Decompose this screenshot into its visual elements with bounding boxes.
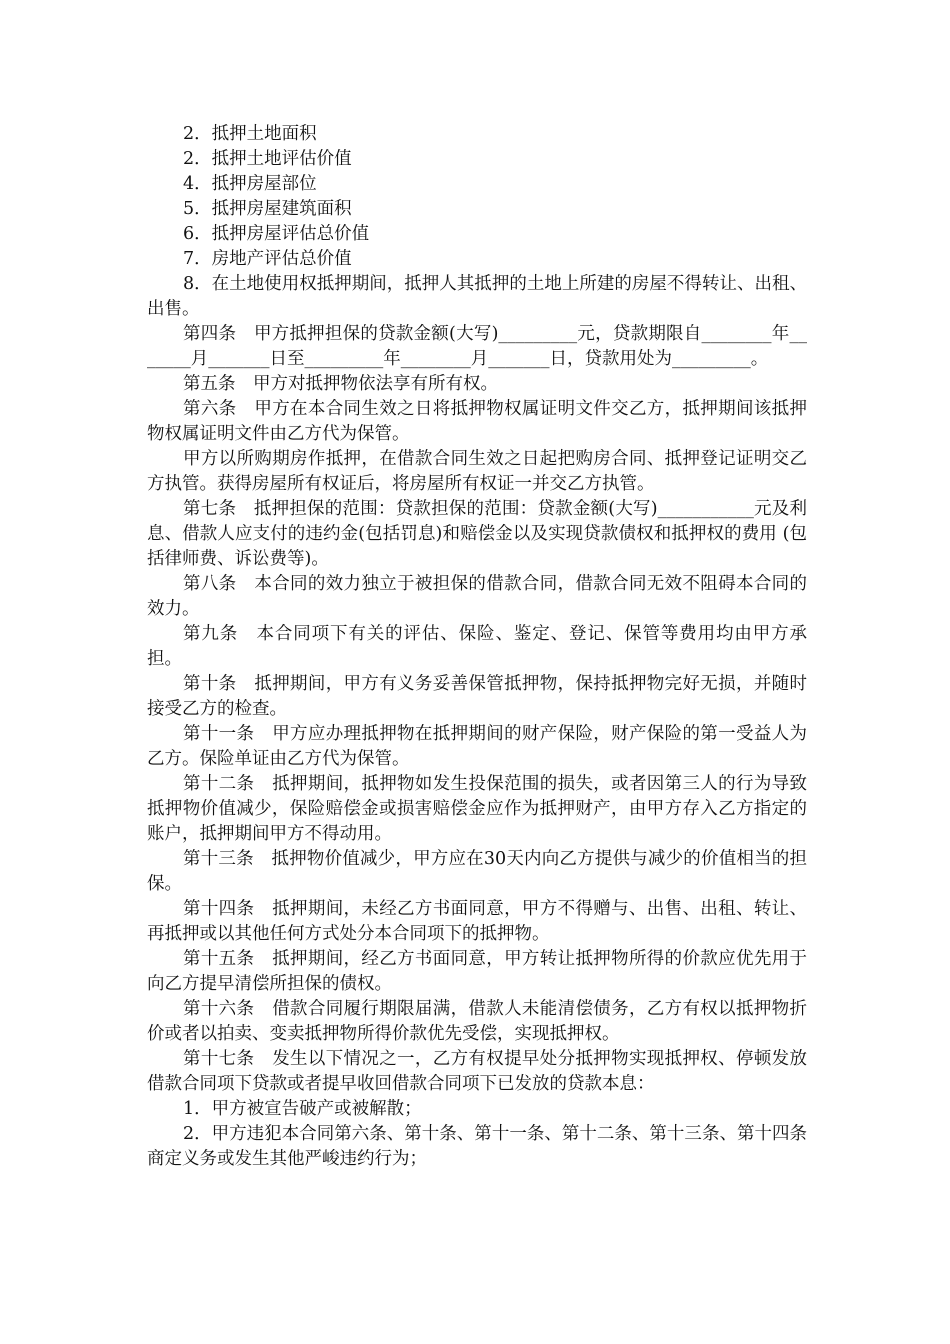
article-17-item-2: 2．甲方违犯本合同第六条、第十条、第十一条、第十二条、第十三条、第十四条商定义务或发生其他严峻违约行为； xyxy=(147,1124,807,1169)
article-7: 第七条 抵押担保的范围：贷款担保的范围：贷款金额(大写)___________元及利息、借款人应支付的违约金(包括罚息)和赔偿金以及实现贷款债权和抵押权的费用 (包括律师费、诉讼费等)。 xyxy=(147,499,807,569)
article-17-item-1: 1．甲方被宣告破产或被解散； xyxy=(183,1099,422,1119)
list-item-house-location: 4．抵押房屋部位 xyxy=(183,174,317,194)
list-item-land-area: 2．抵押土地面积 xyxy=(183,124,317,144)
list-item-estate-value: 7．房地产评估总价值 xyxy=(183,249,352,269)
article-11: 第十一条 甲方应办理抵押物在抵押期间的财产保险，财产保险的第一受益人为乙方。保险单证由乙方代为保管。 xyxy=(147,724,807,769)
article-5: 第五条 甲方对抵押物依法享有所有权。 xyxy=(183,374,498,394)
article-15: 第十五条 抵押期间，经乙方书面同意，甲方转让抵押物所得的价款应优先用于向乙方提早清偿所担保的债权。 xyxy=(147,949,807,994)
article-10: 第十条 抵押期间，甲方有义务妥善保管抵押物，保持抵押物完好无损，并随时接受乙方的检查。 xyxy=(147,674,807,719)
article-13: 第十三条 抵押物价值减少，甲方应在30天内向乙方提供与减少的价值相当的担保。 xyxy=(147,849,807,894)
article-16: 第十六条 借款合同履行期限届满，借款人未能清偿债务，乙方有权以抵押物折价或者以拍卖、变卖抵押物所得价款优先受偿，实现抵押权。 xyxy=(147,999,807,1044)
list-item-transfer-restriction: 8．在土地使用权抵押期间，抵押人其抵押的土地上所建的房屋不得转让、出租、出售。 xyxy=(147,274,807,319)
article-8: 第八条 本合同的效力独立于被担保的借款合同，借款合同无效不阻碍本合同的效力。 xyxy=(147,574,807,619)
article-14: 第十四条 抵押期间，未经乙方书面同意，甲方不得赠与、出售、出租、转让、再抵押或以其他任何方式处分本合同项下的抵押物。 xyxy=(147,899,807,944)
list-item-house-area: 5．抵押房屋建筑面积 xyxy=(183,199,352,219)
article-6-supplement: 甲方以所购期房作抵押，在借款合同生效之日起把购房合同、抵押登记证明交乙方执管。获得房屋所有权证后，将房屋所有权证一并交乙方执管。 xyxy=(147,449,807,494)
article-12: 第十二条 抵押期间，抵押物如发生投保范围的损失，或者因第三人的行为导致抵押物价值减少，保险赔偿金或损害赔偿金应作为抵押财产，由甲方存入乙方指定的账户，抵押期间甲方不得动用。 xyxy=(147,774,807,844)
article-4: 第四条 甲方抵押担保的贷款金额(大写)_________元，贷款期限自________年_______月_______日至_________年________月_______日，贷款用处为_________。 xyxy=(147,324,807,369)
list-item-land-value: 2．抵押土地评估价值 xyxy=(183,149,352,169)
article-9: 第九条 本合同项下有关的评估、保险、鉴定、登记、保管等费用均由甲方承担。 xyxy=(147,624,807,669)
list-item-house-value: 6．抵押房屋评估总价值 xyxy=(183,224,370,244)
article-17: 第十七条 发生以下情况之一，乙方有权提早处分抵押物实现抵押权、停顿发放借款合同项下贷款或者提早收回借款合同项下已发放的贷款本息： xyxy=(147,1049,807,1094)
document-page xyxy=(147,122,807,1172)
article-6: 第六条 甲方在本合同生效之日将抵押物权属证明文件交乙方，抵押期间该抵押物权属证明文件由乙方代为保管。 xyxy=(147,399,807,444)
